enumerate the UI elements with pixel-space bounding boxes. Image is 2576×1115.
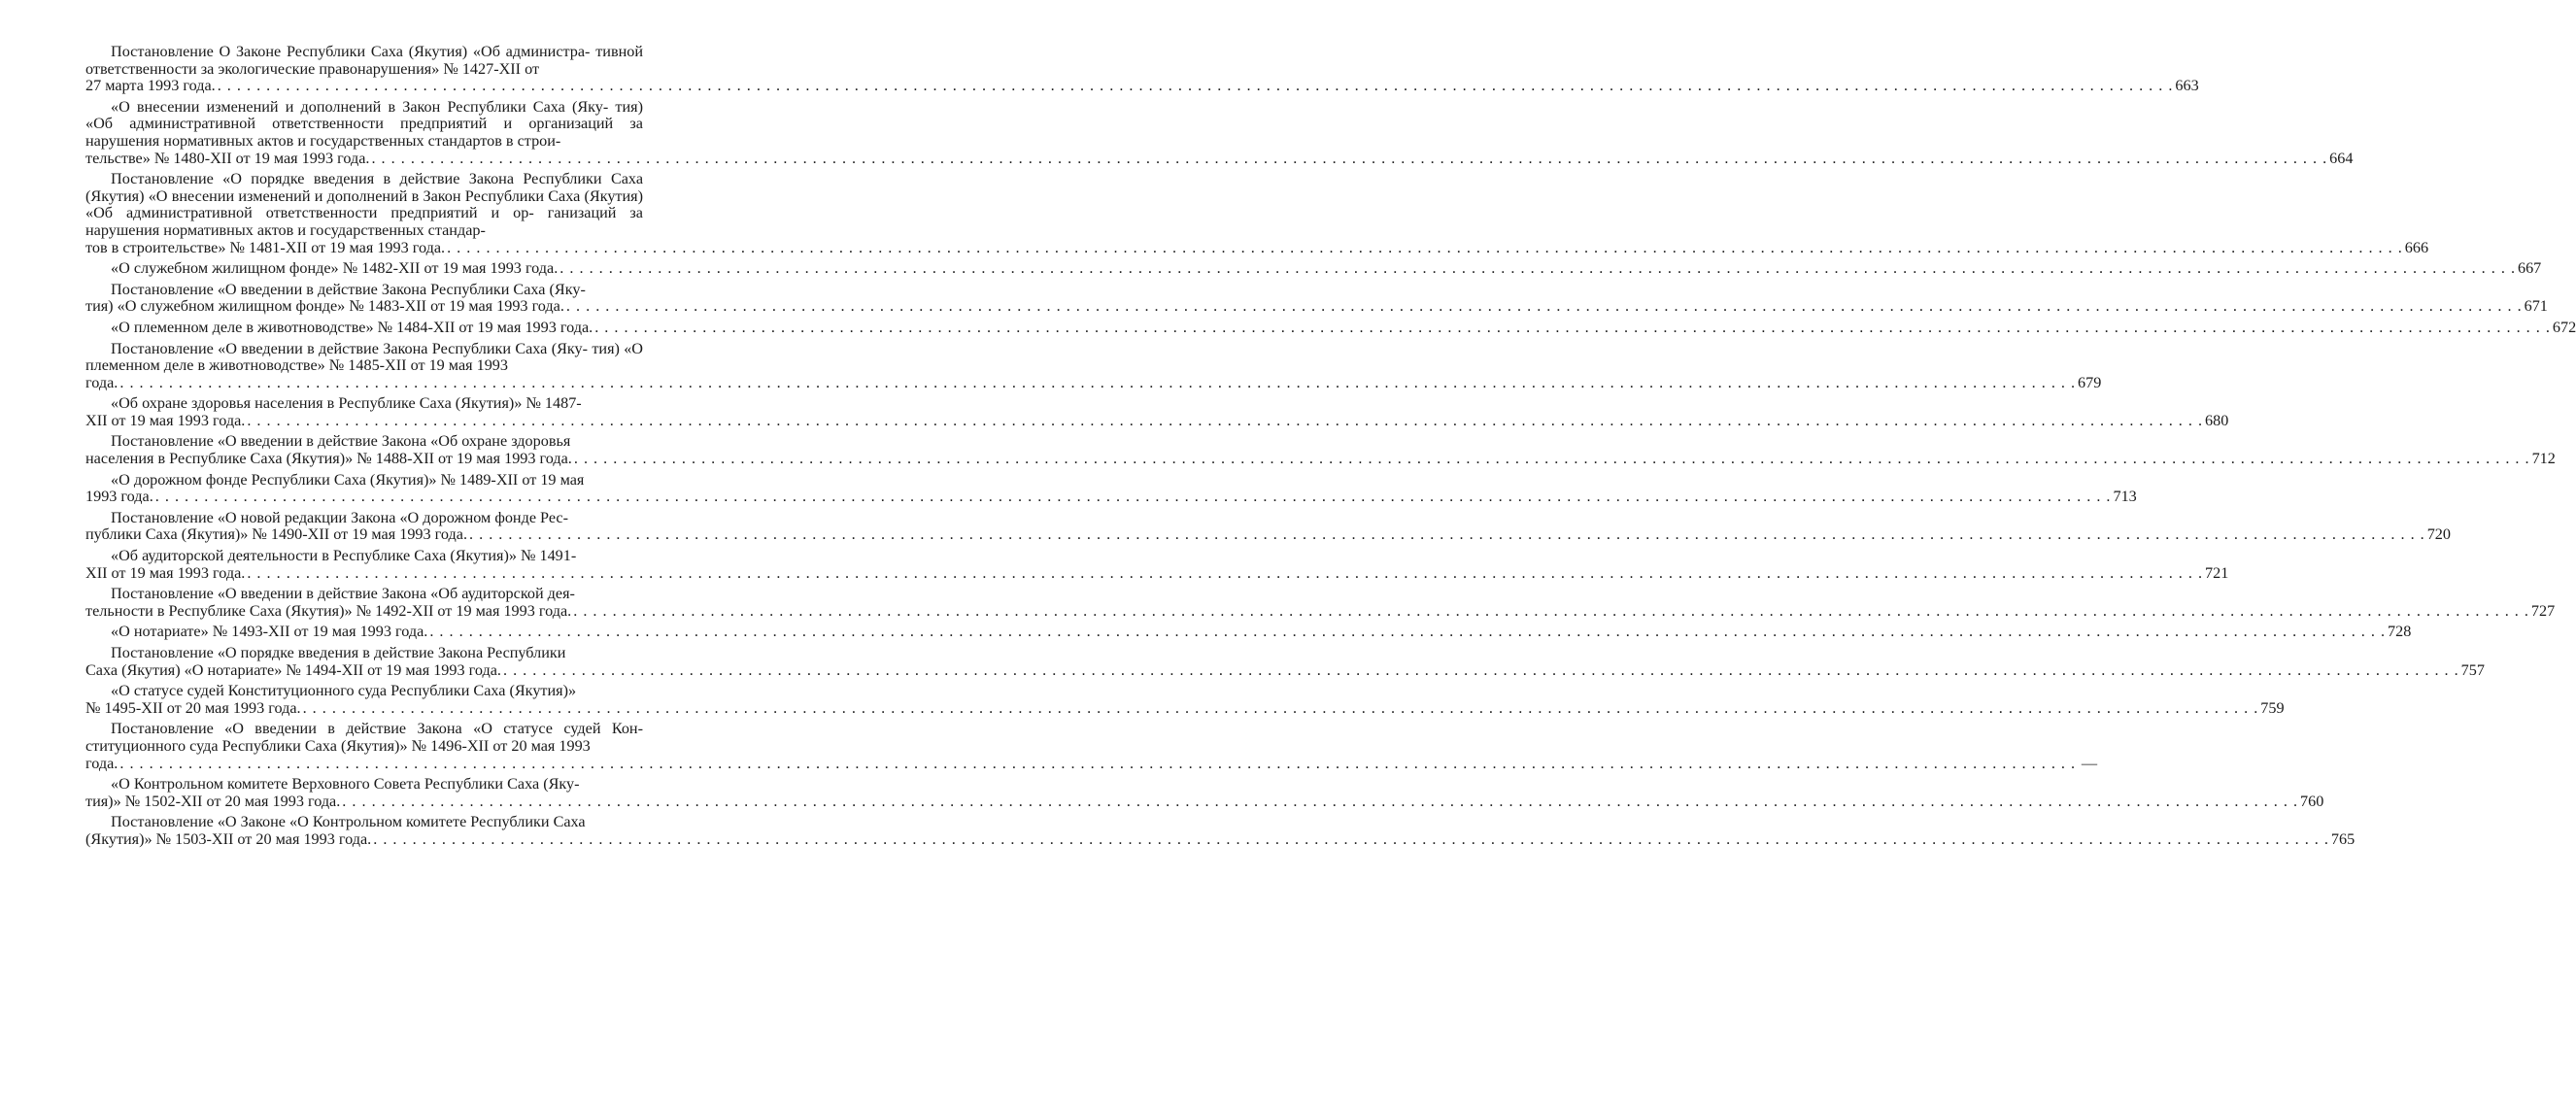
- toc-entry-text: [85, 171, 643, 239]
- toc-entry-line: № 1495-XII от 20 мая 1993 года.: [85, 698, 301, 717]
- dot-leader: . . . . . . . . . . . . . . . . . . . . . . . . . . . . . . . . . . . . . . . . . . . . . . . . . . . . . . . . . . . . . . . . . . . . . . . . . . . . . . . . . . . . . . . . . . . . . . . . . . . . . . . . . . . . . . . . . . . . . . . . . . . . . . . . . . . . . . . . . . . . . . . . . . . . . . . . . . . . . . . . . . . . . . . . . . . . . . . . . . . . . . . . . . . . . . . . . . . . . . . .: [559, 259, 2516, 278]
- toc-entry-text: [85, 510, 643, 527]
- toc-entry: [85, 432, 2556, 468]
- toc-entry-last-line: [85, 698, 2285, 718]
- toc-entry: [85, 170, 2429, 256]
- toc-entry-line: тия) «О служебном жилищном фонде» № 1483-XII от 19 мая 1993 года.: [85, 297, 564, 316]
- toc-entry-line: «О внесении изменений и дополнений в Закон Республики Саха (Яку-: [111, 97, 609, 116]
- toc-entry-text: [85, 586, 643, 603]
- toc-entry-line: (Якутия)» № 1503-XII от 20 мая 1993 года.: [85, 829, 372, 848]
- dot-leader: . . . . . . . . . . . . . . . . . . . . . . . . . . . . . . . . . . . . . . . . . . . . . . . . . . . . . . . . . . . . . . . . . . . . . . . . . . . . . . . . . . . . . . . . . . . . . . . . . . . . . . . . . . . . . . . . . . . . . . . . . . . . . . . . . . . . . . . . . . . . . . . . . . . . . . . . . . . . . . . . . . . . . . . . . . . . . . . . . . . . . . . . . . . . . . . . . . . . . . . .: [594, 318, 2551, 336]
- toc-entry-last-line: [85, 525, 2451, 544]
- toc-entry-last-line: [85, 488, 2137, 506]
- dot-leader: . . . . . . . . . . . . . . . . . . . . . . . . . . . . . . . . . . . . . . . . . . . . . . . . . . . . . . . . . . . . . . . . . . . . . . . . . . . . . . . . . . . . . . . . . . . . . . . . . . . . . . . . . . . . . . . . . . . . . . . . . . . . . . . . . . . . . . . . . . . . . . . . . . . . . . . . . . . . . . . . . . . . . . . . . . . . . . . . . . . . . . . . . . . . . . . . . . . . . . . .: [502, 660, 2459, 679]
- page-number: 679: [2078, 373, 2102, 391]
- dot-leader: . . . . . . . . . . . . . . . . . . . . . . . . . . . . . . . . . . . . . . . . . . . . . . . . . . . . . . . . . . . . . . . . . . . . . . . . . . . . . . . . . . . . . . . . . . . . . . . . . . . . . . . . . . . . . . . . . . . . . . . . . . . . . . . . . . . . . . . . . . . . . . . . . . . . . . . . . . . . . . . . . . . . . . . . . . . . . . . . . . . . . . . . . . . . . . . . . . . . . . . .: [119, 373, 2077, 391]
- dot-leader: . . . . . . . . . . . . . . . . . . . . . . . . . . . . . . . . . . . . . . . . . . . . . . . . . . . . . . . . . . . . . . . . . . . . . . . . . . . . . . . . . . . . . . . . . . . . . . . . . . . . . . . . . . . . . . . . . . . . . . . . . . . . . . . . . . . . . . . . . . . . . . . . . . . . . . . . . . . . . . . . . . . . . . . . . . . . . . . . . . . . . . . . . . . . . . . . . . . . . . . .: [217, 77, 2174, 95]
- dot-leader: . . . . . . . . . . . . . . . . . . . . . . . . . . . . . . . . . . . . . . . . . . . . . . . . . . . . . . . . . . . . . . . . . . . . . . . . . . . . . . . . . . . . . . . . . . . . . . . . . . . . . . . . . . . . . . . . . . . . . . . . . . . . . . . . . . . . . . . . . . . . . . . . . . . . . . . . . . . . . . . . . . . . . . . . . . . . . . . . . . . . . . . . . . . . . . . . . . . . . . . .: [429, 623, 2387, 641]
- toc-entry-line: 1993 года.: [85, 488, 153, 506]
- toc-entry-line: «О статусе судей Конституционного суда Республики Саха (Якутия)»: [111, 682, 577, 700]
- toc-entry-last-line: [85, 563, 2229, 583]
- toc-entry-line: «Об аудиторской деятельности в Республике Саха (Якутия)» № 1491-: [111, 547, 577, 565]
- toc-entry-last-line: [85, 373, 2102, 392]
- toc-entry-text: [85, 721, 643, 755]
- toc-entry: [85, 280, 2548, 316]
- toc-entry: [85, 508, 2451, 544]
- toc-entry-text: [85, 645, 643, 662]
- toc-entry-text: [85, 282, 643, 299]
- toc-entry-line: XII от 19 мая 1993 года.: [85, 411, 246, 429]
- toc-entry: [85, 644, 2485, 679]
- page-number: 671: [2524, 297, 2548, 316]
- dot-leader: . . . . . . . . . . . . . . . . . . . . . . . . . . . . . . . . . . . . . . . . . . . . . . . . . . . . . . . . . . . . . . . . . . . . . . . . . . . . . . . . . . . . . . . . . . . . . . . . . . . . . . . . . . . . . . . . . . . . . . . . . . . . . . . . . . . . . . . . . . . . . . . . . . . . . . . . . . . . . . . . . . . . . . . . . . . . . . . . . . . . . . . . . . . . . . . . . . . . . . . .: [342, 792, 2298, 810]
- toc-entry-line: публики Саха (Якутия)» № 1490-XII от 19 мая 1993 года.: [85, 525, 467, 544]
- toc-entry-line: XII от 19 мая 1993 года.: [85, 563, 246, 582]
- toc-entry: [85, 813, 2356, 848]
- dot-leader: . . . . . . . . . . . . . . . . . . . . . . . . . . . . . . . . . . . . . . . . . . . . . . . . . . . . . . . . . . . . . . . . . . . . . . . . . . . . . . . . . . . . . . . . . . . . . . . . . . . . . . . . . . . . . . . . . . . . . . . . . . . . . . . . . . . . . . . . . . . . . . . . . . . . . . . . . . . . . . . . . . . . . . . . . . . . . . . . . . . . . . . . . . . . . . . . . . . . . . . .: [247, 563, 2204, 582]
- toc-entry-line: тельности в Республике Саха (Якутия)» № 1492-XII от 19 мая 1993 года.: [85, 601, 572, 620]
- toc-entry: [85, 339, 2102, 392]
- toc-entry-line: Постановление «О введении в действие Закона Республики Саха (Яку-: [111, 280, 586, 298]
- toc-entry-line: «О служебном жилищном фонде» № 1482-XII от 19 мая 1993 года.: [111, 259, 559, 278]
- toc-entry: [85, 394, 2229, 429]
- page-number: 663: [2175, 77, 2199, 95]
- page-number: 680: [2205, 411, 2229, 429]
- toc-entry-line: Постановление «О введении в действие Закона «Об аудиторской дея-: [111, 585, 575, 603]
- toc-entry-last-line: [85, 792, 2324, 811]
- toc-entry-line: «О племенном деле в животноводстве» № 1484-XII от 19 мая 1993 года.: [111, 318, 593, 336]
- page-number: 765: [2330, 829, 2356, 848]
- toc-entry-line: ганизаций за нарушения нормативных актов и государственных стандар-: [85, 204, 643, 239]
- toc-entry-line: Постановление «О Законе «О Контрольном комитете Республики Саха: [111, 813, 586, 831]
- toc-entry-last-line: [85, 238, 2429, 257]
- toc-entry: [85, 470, 2137, 506]
- toc-entry-last-line: [85, 829, 2356, 849]
- toc-entry-text: [85, 99, 643, 151]
- toc-entry-last-line: [85, 318, 2576, 337]
- toc-entry-text: [85, 341, 643, 375]
- dot-leader: . . . . . . . . . . . . . . . . . . . . . . . . . . . . . . . . . . . . . . . . . . . . . . . . . . . . . . . . . . . . . . . . . . . . . . . . . . . . . . . . . . . . . . . . . . . . . . . . . . . . . . . . . . . . . . . . . . . . . . . . . . . . . . . . . . . . . . . . . . . . . . . . . . . . . . . . . . . . . . . . . . . . . . . . . . . . . . . . . . . . . . . . . . . . . . . . . . . . . . . .: [247, 411, 2204, 429]
- toc-entry-text: [85, 776, 643, 794]
- dot-leader: . . . . . . . . . . . . . . . . . . . . . . . . . . . . . . . . . . . . . . . . . . . . . . . . . . . . . . . . . . . . . . . . . . . . . . . . . . . . . . . . . . . . . . . . . . . . . . . . . . . . . . . . . . . . . . . . . . . . . . . . . . . . . . . . . . . . . . . . . . . . . . . . . . . . . . . . . . . . . . . . . . . . . . . . . . . . . . . . . . . . . . . . . . . . . . . . . . . . . . . .: [119, 754, 2077, 772]
- toc-entry-line: Постановление «О введении в действие Закона Республики Саха (Яку-: [111, 339, 588, 357]
- page-number: 713: [2113, 488, 2137, 506]
- toc-entry-line: «О нотариате» № 1493-XII от 19 мая 1993 года.: [111, 623, 428, 641]
- toc-entry-line: Постановление «О введении в действие Закона «Об охране здоровья: [111, 432, 571, 451]
- toc-entry-line: Постановление О Законе Республики Саха (Якутия) «Об администра-: [111, 43, 591, 60]
- toc-entry-last-line: [85, 601, 2556, 621]
- toc-entry-text: [85, 814, 643, 831]
- toc-entry-last-line: [85, 297, 2548, 316]
- page-number: 712: [2531, 450, 2556, 468]
- toc-entry-text: [85, 472, 643, 490]
- toc-entry-line: тельстве» № 1480-XII от 19 мая 1993 года.: [85, 149, 370, 167]
- dot-leader: . . . . . . . . . . . . . . . . . . . . . . . . . . . . . . . . . . . . . . . . . . . . . . . . . . . . . . . . . . . . . . . . . . . . . . . . . . . . . . . . . . . . . . . . . . . . . . . . . . . . . . . . . . . . . . . . . . . . . . . . . . . . . . . . . . . . . . . . . . . . . . . . . . . . . . . . . . . . . . . . . . . . . . . . . . . . . . . . . . . . . . . . . . . . . . . . . . . . . . . .: [447, 238, 2403, 256]
- toc-entry: [85, 623, 2412, 641]
- toc-entry: [85, 97, 2354, 167]
- toc-entry-line: 27 марта 1993 года.: [85, 77, 216, 95]
- page-number: 728: [2388, 623, 2412, 641]
- dot-leader: . . . . . . . . . . . . . . . . . . . . . . . . . . . . . . . . . . . . . . . . . . . . . . . . . . . . . . . . . . . . . . . . . . . . . . . . . . . . . . . . . . . . . . . . . . . . . . . . . . . . . . . . . . . . . . . . . . . . . . . . . . . . . . . . . . . . . . . . . . . . . . . . . . . . . . . . . . . . . . . . . . . . . . . . . . . . . . . . . . . . . . . . . . . . . . . . . . . . . . . .: [469, 525, 2425, 544]
- toc-entry-text: [85, 395, 643, 413]
- toc-entry-last-line: [85, 623, 2412, 641]
- toc-entry-line: тия) «Об административной ответственности предприятий и организаций: [85, 97, 643, 133]
- toc-entry-line: Постановление «О порядке введения в действие Закона Республики: [111, 644, 566, 661]
- toc-entry-line: тов в строительстве» № 1481-XII от 19 мая 1993 года.: [85, 238, 446, 256]
- dot-leader: . . . . . . . . . . . . . . . . . . . . . . . . . . . . . . . . . . . . . . . . . . . . . . . . . . . . . . . . . . . . . . . . . . . . . . . . . . . . . . . . . . . . . . . . . . . . . . . . . . . . . . . . . . . . . . . . . . . . . . . . . . . . . . . . . . . . . . . . . . . . . . . . . . . . . . . . . . . . . . . . . . . . . . . . . . . . . . . . . . . . . . . . . . . . . . . . . . . . . . . .: [154, 488, 2112, 506]
- toc-entry-line: «Об охране здоровья населения в Республике Саха (Якутия)» № 1487-: [111, 394, 582, 413]
- toc-entry-last-line: [85, 149, 2354, 168]
- dot-leader: . . . . . . . . . . . . . . . . . . . . . . . . . . . . . . . . . . . . . . . . . . . . . . . . . . . . . . . . . . . . . . . . . . . . . . . . . . . . . . . . . . . . . . . . . . . . . . . . . . . . . . . . . . . . . . . . . . . . . . . . . . . . . . . . . . . . . . . . . . . . . . . . . . . . . . . . . . . . . . . . . . . . . . . . . . . . . . . . . . . . . . . . . . . . . . . . . . . . . . . .: [565, 297, 2523, 316]
- toc-entry-line: ституционного суда Республики Саха (Якутия)» № 1496-XII от 20 мая 1993: [85, 736, 591, 755]
- dot-leader: . . . . . . . . . . . . . . . . . . . . . . . . . . . . . . . . . . . . . . . . . . . . . . . . . . . . . . . . . . . . . . . . . . . . . . . . . . . . . . . . . . . . . . . . . . . . . . . . . . . . . . . . . . . . . . . . . . . . . . . . . . . . . . . . . . . . . . . . . . . . . . . . . . . . . . . . . . . . . . . . . . . . . . . . . . . . . . . . . . . . . . . . . . . . . . . . . . . . . . . .: [371, 149, 2328, 167]
- page-number: 760: [2300, 792, 2324, 810]
- table-of-contents: [85, 43, 2576, 853]
- toc-entry-line: за нарушения нормативных актов и государственных стандартов в строи-: [85, 115, 643, 150]
- dot-leader: . . . . . . . . . . . . . . . . . . . . . . . . . . . . . . . . . . . . . . . . . . . . . . . . . . . . . . . . . . . . . . . . . . . . . . . . . . . . . . . . . . . . . . . . . . . . . . . . . . . . . . . . . . . . . . . . . . . . . . . . . . . . . . . . . . . . . . . . . . . . . . . . . . . . . . . . . . . . . . . . . . . . . . . . . . . . . . . . . . . . . . . . . . . . . . . . . . . . . . . .: [373, 829, 2329, 848]
- toc-entry: [85, 682, 2285, 717]
- page-number: 672: [2552, 318, 2576, 336]
- toc-entry-last-line: [85, 450, 2556, 468]
- toc-entry-line: тия) «О племенном деле в животноводстве» № 1485-XII от 19 мая 1993: [85, 339, 644, 375]
- toc-entry: [85, 318, 2576, 337]
- toc-entry: [85, 775, 2324, 810]
- toc-entry-last-line: [85, 77, 2199, 95]
- toc-entry-last-line: [85, 411, 2229, 430]
- toc-entry-last-line: [85, 259, 2542, 278]
- toc-entry: [85, 585, 2556, 620]
- page-number: 666: [2404, 238, 2429, 256]
- page-number: 727: [2530, 601, 2556, 620]
- toc-entry-line: тивной ответственности за экологические правонарушения» № 1427-XII от: [85, 43, 644, 78]
- dot-leader: . . . . . . . . . . . . . . . . . . . . . . . . . . . . . . . . . . . . . . . . . . . . . . . . . . . . . . . . . . . . . . . . . . . . . . . . . . . . . . . . . . . . . . . . . . . . . . . . . . . . . . . . . . . . . . . . . . . . . . . . . . . . . . . . . . . . . . . . . . . . . . . . . . . . . . . . . . . . . . . . . . . . . . . . . . . . . . . . . . . . . . . . . . . . . . . . . . . . . . . .: [573, 450, 2530, 468]
- toc-entry-line: Саха (Якутия) «Об административной ответственности предприятий и ор-: [85, 186, 643, 222]
- toc-entry: [85, 720, 2098, 772]
- toc-entry-text: [85, 44, 643, 78]
- toc-entry-line: населения в Республике Саха (Якутия)» № 1488-XII от 19 мая 1993 года.: [85, 450, 572, 468]
- toc-entry-line: Постановление «О порядке введения в действие Закона Республики: [111, 170, 602, 188]
- toc-entry-text: [85, 683, 643, 700]
- toc-entry-line: Саха (Якутия) «О внесении изменений и дополнений в Закон Республики: [85, 170, 643, 205]
- toc-entry: [85, 547, 2229, 582]
- page-number: —: [2081, 754, 2098, 772]
- toc-entry-last-line: [85, 754, 2098, 773]
- toc-entry-line: года.: [85, 373, 119, 391]
- toc-entry-line: «О Контрольном комитете Верховного Совета Республики Саха (Яку-: [111, 775, 580, 794]
- page-number: 759: [2260, 698, 2285, 717]
- page-number: 667: [2517, 259, 2542, 278]
- page-number: 720: [2426, 525, 2451, 544]
- page-number: 664: [2329, 149, 2354, 167]
- page-number: 721: [2205, 563, 2229, 582]
- toc-entry-line: Постановление «О введении в действие Закона «О статусе судей Кон-: [111, 720, 643, 738]
- toc-entry: [85, 259, 2542, 278]
- page-number: 757: [2460, 660, 2485, 679]
- dot-leader: . . . . . . . . . . . . . . . . . . . . . . . . . . . . . . . . . . . . . . . . . . . . . . . . . . . . . . . . . . . . . . . . . . . . . . . . . . . . . . . . . . . . . . . . . . . . . . . . . . . . . . . . . . . . . . . . . . . . . . . . . . . . . . . . . . . . . . . . . . . . . . . . . . . . . . . . . . . . . . . . . . . . . . . . . . . . . . . . . . . . . . . . . . . . . . . . . . . . . . . .: [302, 698, 2259, 717]
- toc-entry-line: Саха (Якутия) «О нотариате» № 1494-XII от 19 мая 1993 года.: [85, 660, 501, 679]
- toc-entry-line: тия)» № 1502-XII от 20 мая 1993 года.: [85, 792, 341, 810]
- toc-entry-last-line: [85, 660, 2485, 680]
- toc-entry-text: [85, 548, 643, 565]
- toc-entry: [85, 43, 2199, 95]
- toc-entry-line: года.: [85, 754, 119, 772]
- toc-entry-text: [85, 433, 643, 451]
- toc-entry-line: Постановление «О новой редакции Закона «О дорожном фонде Рес-: [111, 508, 569, 526]
- toc-entry-line: «О дорожном фонде Республики Саха (Якутия)» № 1489-XII от 19 мая: [111, 470, 585, 489]
- dot-leader: . . . . . . . . . . . . . . . . . . . . . . . . . . . . . . . . . . . . . . . . . . . . . . . . . . . . . . . . . . . . . . . . . . . . . . . . . . . . . . . . . . . . . . . . . . . . . . . . . . . . . . . . . . . . . . . . . . . . . . . . . . . . . . . . . . . . . . . . . . . . . . . . . . . . . . . . . . . . . . . . . . . . . . . . . . . . . . . . . . . . . . . . . . . . . . . . . . . . . . . .: [573, 601, 2529, 620]
